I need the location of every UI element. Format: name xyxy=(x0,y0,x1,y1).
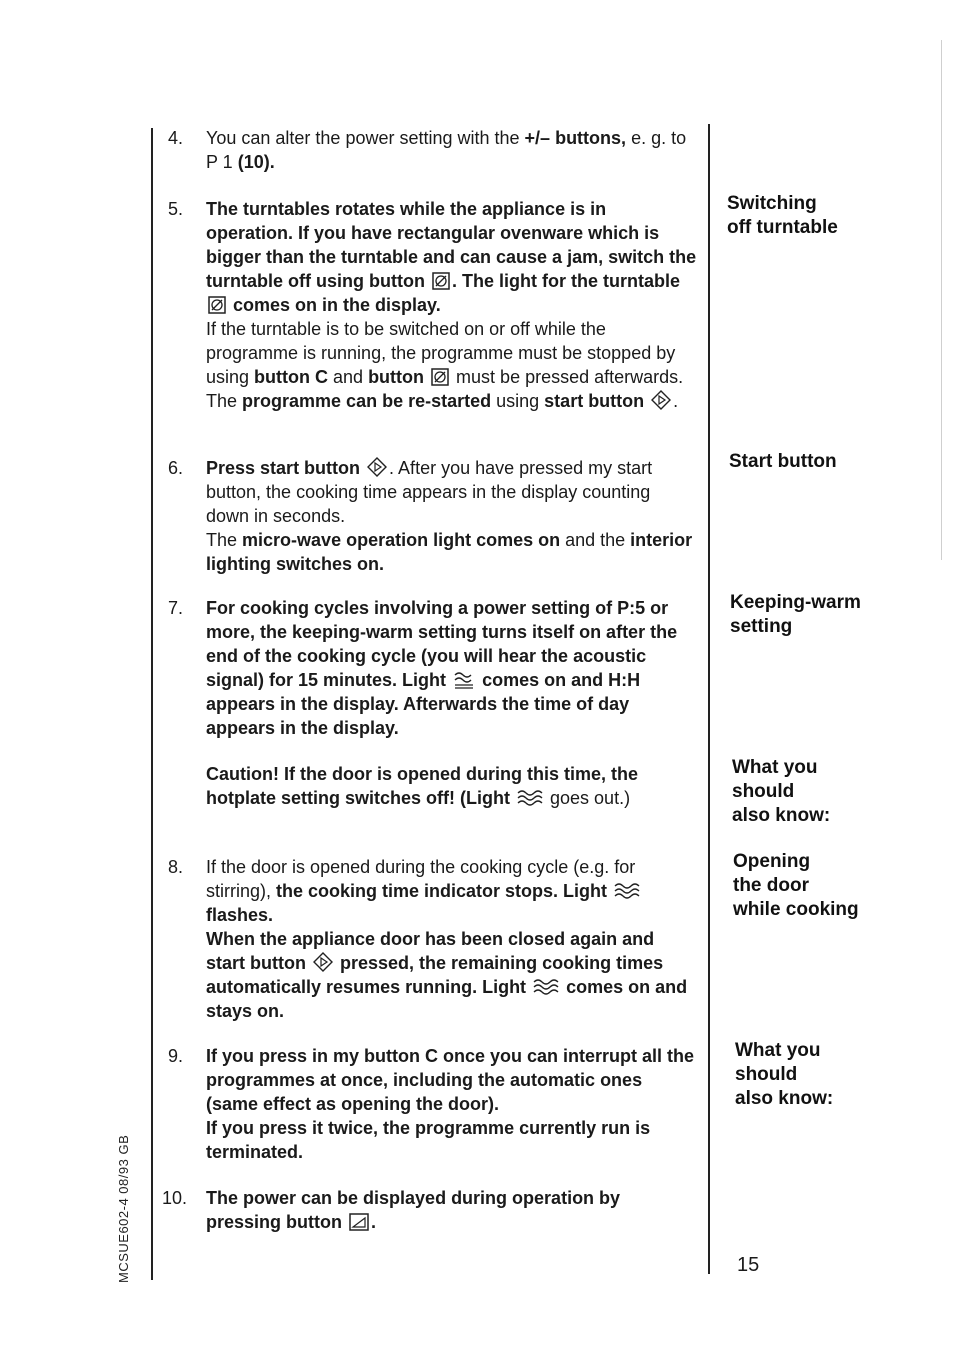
sidebar-heading-what-you-should-know: What you should also know: xyxy=(732,757,831,826)
item-text: . xyxy=(673,391,679,411)
page-number: 15 xyxy=(737,1254,760,1276)
item-text-bold: For cooking cycles involving a power setting of P:5 or more, the keeping-warm setting turns itself on after the end of the cooking cycle (you will hear the acoustic signal) for 15 minutes. Light xyxy=(206,598,678,690)
list-item-9 xyxy=(168,1044,698,1164)
item-text: and the xyxy=(560,530,631,550)
sidebar-heading-what-you-should-know: What you should also know: xyxy=(735,1040,834,1109)
item-text: must be pressed afterwards. The xyxy=(206,367,684,411)
item-text: using xyxy=(491,391,545,411)
item-text-bold: The turntables rotates while the appliance is in operation. If you have rectangular ovenware which is bigger than the turntable and can cause a jam, switch the turntable off using button xyxy=(206,199,697,291)
left-margin-rule xyxy=(151,128,153,1280)
item-text-bold: button C xyxy=(254,367,329,387)
turntable-icon xyxy=(432,272,450,290)
item-text-bold: start button xyxy=(544,391,645,411)
item-text-bold: If you press it twice, the programme currently run is terminated. xyxy=(206,1118,651,1162)
turntable-icon xyxy=(431,368,449,386)
item-text-bold: comes on and H:H appears in the display. Afterwards the time of day appears in the display. xyxy=(206,670,641,738)
microwave-wave-icon xyxy=(614,882,640,900)
sidebar-heading-switching-off-turntable: Switching off turntable xyxy=(727,193,838,238)
column-divider-rule xyxy=(708,124,710,1274)
microwave-wave-icon xyxy=(517,789,543,807)
item-number: 10. xyxy=(162,1188,188,1208)
item-text-bold: programme can be re-started xyxy=(242,391,492,411)
item-text-bold: Press start button xyxy=(206,458,361,478)
item-text: You can alter the power setting with the xyxy=(206,128,525,148)
item-text-bold: . The light for the turntable xyxy=(451,271,680,291)
start-icon xyxy=(313,952,333,972)
page-edge-line xyxy=(941,40,942,560)
list-item-6 xyxy=(168,456,698,576)
item-text-bold: button xyxy=(368,367,425,387)
list-item-8 xyxy=(168,855,698,1023)
item-text: If the turntable is to be switched on or off while the programme is running, the programme must be stopped by using xyxy=(206,319,676,387)
item-number: 4. xyxy=(168,128,184,148)
item-number: 9. xyxy=(168,1046,184,1066)
item-text-bold: comes on and stays on. xyxy=(206,977,688,1021)
item-text-bold: the cooking time indicator stops. Light xyxy=(276,881,608,901)
item-text-bold: comes on in the display. xyxy=(233,295,441,315)
item-text-bold: If you press in my button C once you can interrupt all the programmes at once, including the automatic ones (same effect as opening the door). xyxy=(206,1046,695,1114)
item-text: . After you have pressed my start button, the cooking time appears in the display counting down in seconds. xyxy=(206,458,653,526)
start-icon xyxy=(367,457,387,477)
keep-warm-icon xyxy=(453,671,475,689)
item-text: P 1 xyxy=(206,152,238,172)
item-text-bold: interior lighting switches on. xyxy=(206,530,693,574)
item-text-bold: flashes. xyxy=(206,905,274,925)
list-item-4 xyxy=(168,126,698,174)
item-number: 5. xyxy=(168,199,184,219)
sidebar-heading-start-button: Start button xyxy=(729,451,837,472)
item-text-bold: When the appliance door has been closed again and start button xyxy=(206,929,655,973)
turntable-icon xyxy=(208,296,226,314)
power-display-icon xyxy=(349,1213,369,1231)
item-text-bold: +/– buttons, xyxy=(524,128,627,148)
caution-text: Caution! If the door is opened during this time, the hotplate setting switches off! (Light xyxy=(206,764,638,808)
item-text-bold: The power can be displayed during operation by pressing button xyxy=(206,1188,621,1232)
item-number: 6. xyxy=(168,458,184,478)
item-text-bold: pressed, the remaining cooking times automatically resumes running. Light xyxy=(206,953,664,997)
doc-code: MCSUE602-4 08/93 GB xyxy=(116,1134,131,1283)
item-text: e. g. to xyxy=(626,128,687,148)
list-item-7 xyxy=(168,596,698,810)
item-text: If the door is opened during the cooking cycle (e.g. for stirring), xyxy=(206,857,636,901)
sidebar-heading-opening-door: Opening the door while cooking xyxy=(733,851,859,920)
item-text-bold: micro-wave operation light comes on xyxy=(242,530,561,550)
list-item-5 xyxy=(168,197,698,413)
sidebar-heading-keeping-warm: Keeping-warm setting xyxy=(730,592,861,637)
item-text-bold: (10). xyxy=(237,152,275,172)
item-text: and xyxy=(328,367,369,387)
item-text-bold: . xyxy=(371,1212,377,1232)
item-number: 8. xyxy=(168,857,184,877)
microwave-wave-icon xyxy=(533,978,559,996)
item-text: goes out.) xyxy=(545,788,631,808)
start-icon xyxy=(651,390,671,410)
item-text: The xyxy=(206,530,243,550)
list-item-10 xyxy=(162,1186,698,1234)
item-number: 7. xyxy=(168,598,184,618)
